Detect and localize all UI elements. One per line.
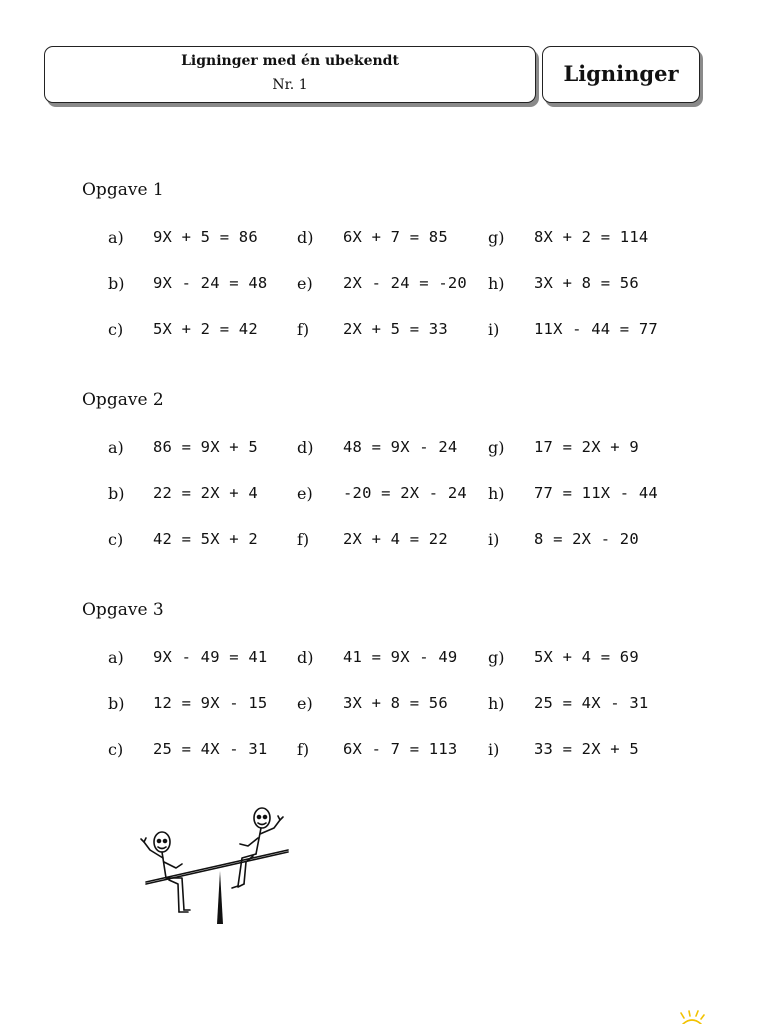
equation: 2X + 4 = 22	[343, 530, 448, 548]
equation: 3X + 8 = 56	[343, 694, 448, 712]
equation-label: h)	[488, 694, 505, 713]
equation-row	[0, 274, 768, 298]
equation-row	[0, 438, 768, 462]
equation-label: g)	[488, 228, 505, 247]
equation-label: a)	[108, 438, 124, 457]
equation-row	[0, 648, 768, 672]
exercise-title: Opgave 1	[82, 180, 164, 200]
equation-label: b)	[108, 694, 125, 713]
equation: 8X + 2 = 114	[534, 228, 649, 246]
equation: 86 = 9X + 5	[153, 438, 258, 456]
worksheet-header	[44, 46, 536, 103]
equation-label: b)	[108, 484, 125, 503]
equation: -20 = 2X - 24	[343, 484, 467, 502]
equation: 2X + 5 = 33	[343, 320, 448, 338]
equation-row	[0, 694, 768, 718]
worksheet-title: Ligninger med én ubekendt	[181, 53, 399, 69]
equation-label: g)	[488, 648, 505, 667]
equation: 5X + 2 = 42	[153, 320, 258, 338]
equation: 22 = 2X + 4	[153, 484, 258, 502]
equation: 5X + 4 = 69	[534, 648, 639, 666]
seesaw-stick-figures-icon	[132, 798, 302, 928]
equation: 3X + 8 = 56	[534, 274, 639, 292]
equation-label: i)	[488, 320, 500, 339]
equation-label: d)	[297, 438, 314, 457]
equation-label: d)	[297, 228, 314, 247]
exercise-title: Opgave 3	[82, 600, 164, 620]
equation-label: f)	[297, 740, 310, 759]
equation-row	[0, 484, 768, 508]
equation: 9X + 5 = 86	[153, 228, 258, 246]
equation: 25 = 4X - 31	[153, 740, 268, 758]
equation-label: f)	[297, 320, 310, 339]
equation: 41 = 9X - 49	[343, 648, 458, 666]
equation: 6X + 7 = 85	[343, 228, 448, 246]
equation-row	[0, 740, 768, 764]
equation-label: c)	[108, 320, 124, 339]
equation: 9X - 24 = 48	[153, 274, 268, 292]
equation-row	[0, 228, 768, 252]
equation: 25 = 4X - 31	[534, 694, 649, 712]
equation: 77 = 11X - 44	[534, 484, 658, 502]
equation-label: g)	[488, 438, 505, 457]
equation-label: d)	[297, 648, 314, 667]
equation-label: h)	[488, 484, 505, 503]
equation: 6X - 7 = 113	[343, 740, 458, 758]
equation: 48 = 9X - 24	[343, 438, 458, 456]
equation: 33 = 2X + 5	[534, 740, 639, 758]
equation: 17 = 2X + 9	[534, 438, 639, 456]
equation-label: b)	[108, 274, 125, 293]
equation: 2X - 24 = -20	[343, 274, 467, 292]
worksheet-number: Nr. 1	[272, 77, 308, 93]
equation-label: f)	[297, 530, 310, 549]
equation: 8 = 2X - 20	[534, 530, 639, 548]
equation: 9X - 49 = 41	[153, 648, 268, 666]
equation-label: i)	[488, 530, 500, 549]
equation-label: h)	[488, 274, 505, 293]
equation-label: e)	[297, 484, 313, 503]
equation-row	[0, 320, 768, 344]
equation-label: a)	[108, 228, 124, 247]
equation-label: c)	[108, 530, 124, 549]
equation-label: e)	[297, 694, 313, 713]
exercise-title: Opgave 2	[82, 390, 164, 410]
equation-label: e)	[297, 274, 313, 293]
equation: 11X - 44 = 77	[534, 320, 658, 338]
equation-label: c)	[108, 740, 124, 759]
equation: 42 = 5X + 2	[153, 530, 258, 548]
equation-label: a)	[108, 648, 124, 667]
equation-row	[0, 530, 768, 554]
equation: 12 = 9X - 15	[153, 694, 268, 712]
topic-label: Ligninger	[563, 61, 679, 86]
sun-logo-icon	[678, 1010, 706, 1024]
equation-label: i)	[488, 740, 500, 759]
topic-badge	[542, 46, 700, 103]
